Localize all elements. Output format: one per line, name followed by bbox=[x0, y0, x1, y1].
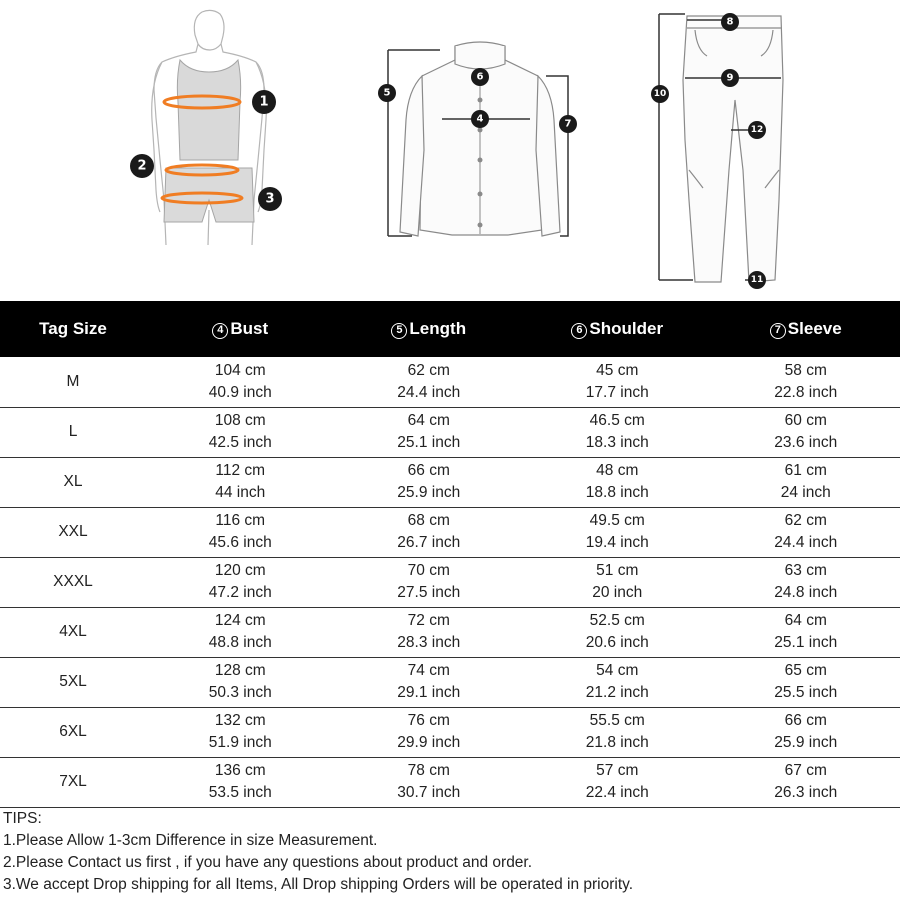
table-header-row bbox=[0, 301, 900, 357]
shoulder-inch: 20.6 inch bbox=[585, 634, 649, 651]
header-tag-size: Tag Size bbox=[39, 319, 107, 338]
header-bust: 4 Bust bbox=[146, 301, 335, 357]
bust-cell bbox=[146, 607, 335, 657]
tips-section bbox=[3, 808, 633, 896]
header-shoulder: 6 Shoulder bbox=[523, 301, 712, 357]
sleeve-inch: 24 inch bbox=[780, 484, 831, 501]
pants-figure bbox=[645, 0, 795, 295]
sleeve-cell bbox=[712, 607, 900, 657]
size-cell: XL bbox=[63, 473, 83, 490]
svg-text:5: 5 bbox=[383, 87, 391, 99]
bust-cell bbox=[146, 457, 335, 507]
table-row bbox=[0, 657, 900, 707]
length-cm: 76 cm bbox=[407, 712, 450, 729]
shoulder-cell bbox=[523, 507, 712, 557]
table-row bbox=[0, 407, 900, 457]
sleeve-inch: 24.4 inch bbox=[774, 534, 838, 551]
shoulder-cm: 48 cm bbox=[596, 462, 639, 479]
shoulder-cell bbox=[523, 607, 712, 657]
sleeve-cm: 60 cm bbox=[784, 412, 827, 429]
bust-inch: 40.9 inch bbox=[208, 383, 272, 401]
sleeve-inch: 25.1 inch bbox=[774, 634, 838, 651]
sleeve-cm: 67 cm bbox=[784, 762, 827, 779]
shoulder-cell bbox=[523, 657, 712, 707]
pants-outline bbox=[683, 16, 783, 282]
sleeve-cell bbox=[712, 657, 900, 707]
bust-inch: 45.6 inch bbox=[208, 534, 272, 551]
bust-cell bbox=[146, 357, 335, 407]
tip-line: 1.Please Allow 1-3cm Difference in size Measurement. bbox=[3, 832, 378, 849]
shoulder-cm: 46.5 cm bbox=[589, 412, 645, 429]
sleeve-inch: 25.5 inch bbox=[774, 684, 838, 701]
bust-cm: 120 cm bbox=[214, 562, 266, 579]
sleeve-cell bbox=[712, 707, 900, 757]
jacket-figure bbox=[372, 0, 592, 260]
bust-cm: 132 cm bbox=[214, 712, 266, 729]
sleeve-inch: 22.8 inch bbox=[774, 383, 838, 401]
size-cell: M bbox=[66, 372, 80, 390]
svg-text:9: 9 bbox=[726, 72, 734, 84]
svg-text:2: 2 bbox=[137, 158, 147, 174]
bust-cm: 104 cm bbox=[214, 361, 266, 379]
bust-cm: 124 cm bbox=[214, 612, 266, 629]
svg-text:6: 6 bbox=[476, 71, 484, 83]
header-bust-number: 4 bbox=[212, 323, 228, 339]
bust-cell bbox=[146, 757, 335, 807]
table-row bbox=[0, 457, 900, 507]
length-cell bbox=[335, 557, 524, 607]
length-cell bbox=[335, 757, 524, 807]
sleeve-inch: 23.6 inch bbox=[774, 434, 838, 451]
length-inch: 25.1 inch bbox=[397, 434, 461, 451]
svg-text:4: 4 bbox=[476, 113, 484, 125]
marker-1 bbox=[252, 90, 276, 114]
marker-10 bbox=[651, 85, 669, 103]
sleeve-cm: 61 cm bbox=[784, 462, 827, 479]
shoulder-inch: 18.3 inch bbox=[585, 434, 649, 451]
sleeve-cell bbox=[712, 757, 900, 807]
svg-text:1: 1 bbox=[259, 94, 269, 110]
shoulder-inch: 21.2 inch bbox=[585, 684, 649, 701]
marker-3 bbox=[258, 187, 282, 211]
shoulder-inch: 18.8 inch bbox=[585, 484, 649, 501]
length-inch: 25.9 inch bbox=[397, 484, 461, 501]
size-cell: 5XL bbox=[59, 673, 87, 690]
length-cm: 64 cm bbox=[407, 412, 450, 429]
shoulder-inch: 19.4 inch bbox=[585, 534, 649, 551]
size-cell: XXL bbox=[58, 523, 88, 540]
shoulder-cm: 52.5 cm bbox=[589, 612, 645, 629]
shoulder-cell bbox=[523, 757, 712, 807]
tank-top-shape bbox=[177, 60, 240, 160]
length-cm: 62 cm bbox=[407, 361, 450, 379]
marker-11 bbox=[748, 271, 766, 289]
length-inch: 24.4 inch bbox=[397, 383, 461, 401]
shoulder-inch: 17.7 inch bbox=[585, 383, 649, 401]
body-figure bbox=[120, 0, 300, 260]
length-inch: 29.1 inch bbox=[397, 684, 461, 701]
bust-cell bbox=[146, 707, 335, 757]
table-row bbox=[0, 557, 900, 607]
bust-cm: 112 cm bbox=[215, 462, 266, 479]
bust-inch: 44 inch bbox=[215, 484, 266, 501]
sleeve-inch: 25.9 inch bbox=[774, 734, 838, 751]
size-table-body bbox=[0, 357, 900, 807]
shoulder-cell bbox=[523, 357, 712, 407]
bust-cm: 136 cm bbox=[214, 762, 266, 779]
bust-cm: 128 cm bbox=[214, 662, 266, 679]
length-cell bbox=[335, 407, 524, 457]
header-length: 5 Length bbox=[335, 301, 524, 357]
header-shoulder-number: 6 bbox=[571, 323, 587, 339]
length-cell bbox=[335, 657, 524, 707]
marker-12 bbox=[748, 121, 766, 139]
sleeve-cm: 58 cm bbox=[784, 361, 827, 379]
length-cm: 72 cm bbox=[407, 612, 450, 629]
bust-inch: 50.3 inch bbox=[208, 684, 272, 701]
sleeve-cm: 64 cm bbox=[784, 612, 827, 629]
length-cm: 70 cm bbox=[407, 562, 450, 579]
length-inch: 30.7 inch bbox=[397, 784, 461, 801]
bust-inch: 53.5 inch bbox=[208, 784, 272, 801]
marker-9 bbox=[721, 69, 739, 87]
bust-cell bbox=[146, 657, 335, 707]
bust-cm: 108 cm bbox=[214, 412, 266, 429]
shoulder-cm: 49.5 cm bbox=[589, 512, 645, 529]
shoulder-inch: 20 inch bbox=[592, 584, 643, 601]
sleeve-inch: 26.3 inch bbox=[774, 784, 838, 801]
length-cm: 74 cm bbox=[407, 662, 450, 679]
shoulder-cell bbox=[523, 557, 712, 607]
bust-cell bbox=[146, 507, 335, 557]
tip-line: 2.Please Contact us first , if you have any questions about product and order. bbox=[3, 854, 533, 871]
table-row bbox=[0, 357, 900, 407]
length-cm: 66 cm bbox=[407, 462, 450, 479]
length-cell bbox=[335, 357, 524, 407]
svg-text:8: 8 bbox=[726, 16, 734, 28]
tips-title: TIPS: bbox=[3, 810, 42, 827]
svg-text:10: 10 bbox=[653, 89, 667, 99]
marker-2 bbox=[130, 154, 154, 178]
size-cell: 6XL bbox=[59, 723, 87, 740]
header-sleeve: 7 Sleeve bbox=[712, 301, 900, 357]
shoulder-cm: 57 cm bbox=[596, 762, 639, 779]
size-cell: 7XL bbox=[59, 773, 87, 790]
length-cell bbox=[335, 507, 524, 557]
shoulder-cell bbox=[523, 707, 712, 757]
length-cm: 68 cm bbox=[407, 512, 450, 529]
sleeve-cell bbox=[712, 557, 900, 607]
bust-cm: 116 cm bbox=[215, 512, 266, 529]
length-inch: 26.7 inch bbox=[397, 534, 461, 551]
length-inch: 27.5 inch bbox=[397, 584, 461, 601]
length-cell bbox=[335, 457, 524, 507]
svg-text:12: 12 bbox=[750, 125, 764, 135]
table-row bbox=[0, 757, 900, 807]
table-row bbox=[0, 507, 900, 557]
bust-inch: 47.2 inch bbox=[208, 584, 272, 601]
shoulder-inch: 22.4 inch bbox=[585, 784, 649, 801]
length-inch: 28.3 inch bbox=[397, 634, 461, 651]
length-cell bbox=[335, 607, 524, 657]
header-length-number: 5 bbox=[391, 323, 407, 339]
svg-text:3: 3 bbox=[265, 191, 275, 207]
shoulder-cell bbox=[523, 457, 712, 507]
table-row bbox=[0, 607, 900, 657]
bust-inch: 51.9 inch bbox=[208, 734, 272, 751]
shoulder-cm: 51 cm bbox=[596, 562, 639, 579]
marker-6 bbox=[471, 68, 489, 86]
sleeve-cell bbox=[712, 357, 900, 407]
bust-inch: 42.5 inch bbox=[208, 434, 272, 451]
sleeve-cell bbox=[712, 507, 900, 557]
tip-line: 3.We accept Drop shipping for all Items, All Drop shipping Orders will be operated in priority. bbox=[3, 876, 634, 893]
sleeve-cm: 62 cm bbox=[784, 512, 827, 529]
shoulder-cm: 55.5 cm bbox=[589, 712, 645, 729]
marker-7 bbox=[559, 115, 577, 133]
marker-4 bbox=[471, 110, 489, 128]
bust-cell bbox=[146, 557, 335, 607]
marker-8 bbox=[721, 13, 739, 31]
shoulder-cell bbox=[523, 407, 712, 457]
sleeve-cm: 66 cm bbox=[784, 712, 827, 729]
size-cell: L bbox=[68, 423, 78, 440]
length-inch: 29.9 inch bbox=[397, 734, 461, 751]
shoulder-cm: 54 cm bbox=[596, 662, 639, 679]
size-cell: XXXL bbox=[53, 573, 93, 590]
bust-inch: 48.8 inch bbox=[208, 634, 272, 651]
table-row bbox=[0, 707, 900, 757]
marker-5 bbox=[378, 84, 396, 102]
header-sleeve-number: 7 bbox=[770, 323, 786, 339]
size-table-container bbox=[0, 301, 900, 808]
bust-cell bbox=[146, 407, 335, 457]
sleeve-cell bbox=[712, 407, 900, 457]
svg-text:7: 7 bbox=[564, 118, 572, 130]
length-cm: 78 cm bbox=[407, 762, 450, 779]
sleeve-cm: 65 cm bbox=[784, 662, 827, 679]
length-cell bbox=[335, 707, 524, 757]
sleeve-cell bbox=[712, 457, 900, 507]
shoulder-cm: 45 cm bbox=[596, 361, 639, 379]
size-cell: 4XL bbox=[59, 623, 87, 640]
size-chart-table bbox=[0, 301, 900, 808]
measurement-figures bbox=[0, 0, 900, 300]
sleeve-inch: 24.8 inch bbox=[774, 584, 838, 601]
shoulder-inch: 21.8 inch bbox=[585, 734, 649, 751]
svg-text:11: 11 bbox=[750, 275, 764, 285]
sleeve-cm: 63 cm bbox=[784, 562, 827, 579]
